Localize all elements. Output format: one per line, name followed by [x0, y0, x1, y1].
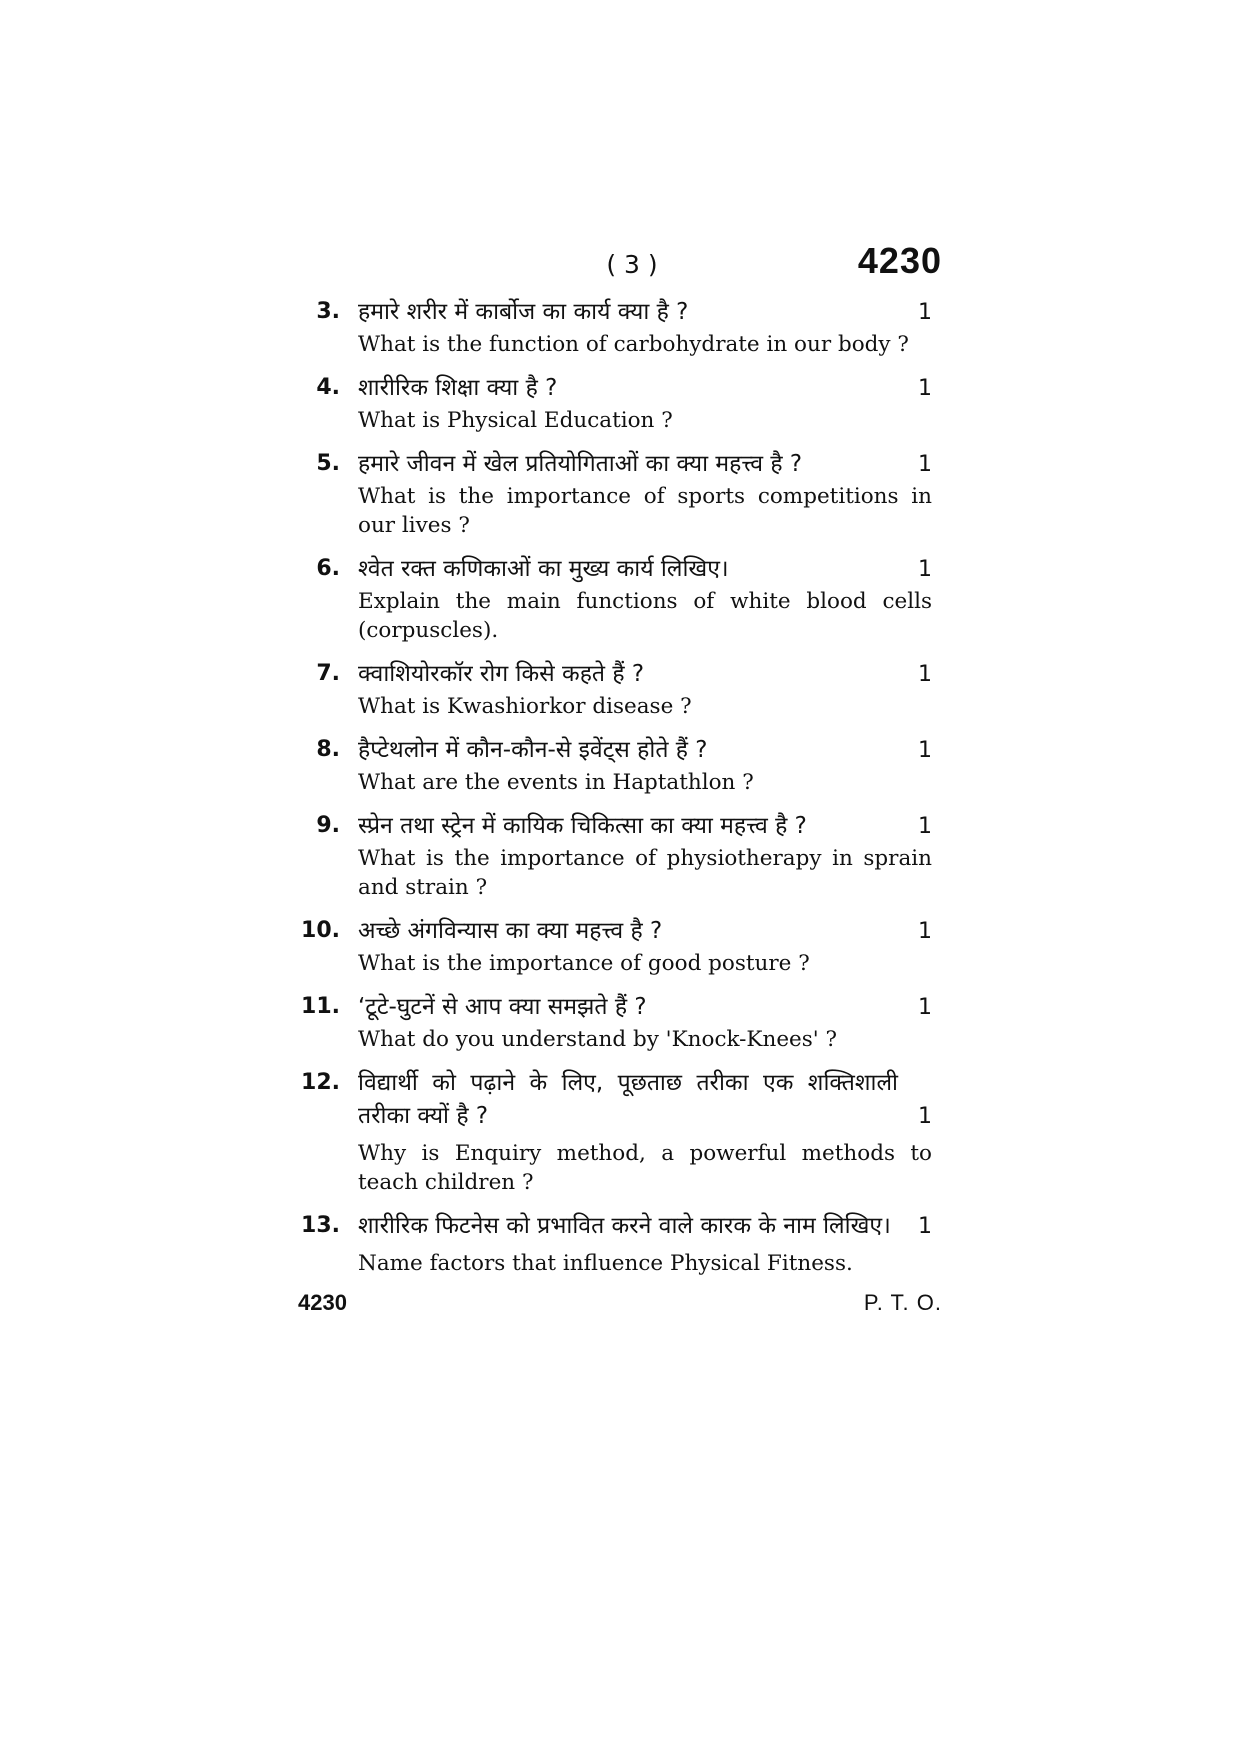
question-5: [292, 448, 942, 540]
question-text-hindi: ‘टूटे-घुटनें से आप क्या समझते हैं ?: [358, 994, 647, 1020]
question-text-hindi: शारीरिक फिटनेस को प्रभावित करने वाले कारक के नाम लिखिए।: [358, 1213, 891, 1239]
question-text-hindi: हमारे जीवन में खेल प्रतियोगिताओं का क्या महत्त्व है ?: [358, 451, 803, 477]
question-text-english: What is Physical Education ?: [358, 408, 673, 433]
question-marks: 1: [918, 814, 932, 839]
question-number: 7.: [316, 661, 340, 686]
question-text-english: What is the importance of good posture ?: [358, 951, 810, 976]
question-marks: 1: [918, 376, 932, 401]
question-text-hindi: हमारे शरीर में कार्बोज का कार्य क्या है ?: [358, 299, 689, 325]
question-marks: 1: [918, 662, 932, 687]
pto-label: P. T. O.: [863, 1290, 942, 1315]
question-text-english: What is Kwashiorkor disease ?: [358, 694, 692, 719]
question-text-hindi: शारीरिक शिक्षा क्या है ?: [358, 375, 558, 401]
question-marks: 1: [918, 1104, 932, 1129]
question-marks: 1: [918, 452, 932, 477]
question-text-english: Explain the main functions of white blood cells (corpuscles).: [358, 589, 932, 643]
question-number: 5.: [316, 451, 340, 476]
question-text-hindi: स्प्रेन तथा स्ट्रेन में कायिक चिकित्सा का क्या महत्त्व है ?: [358, 813, 807, 839]
question-marks: 1: [918, 919, 932, 944]
question-text-english: Name factors that influence Physical Fitness.: [358, 1251, 853, 1276]
question-text-hindi: अच्छे अंगविन्यास का क्या महत्त्व है ?: [358, 918, 663, 944]
question-9: [292, 810, 942, 902]
question-marks: 1: [918, 738, 932, 763]
question-text-english: What is the function of carbohydrate in our body ?: [358, 332, 909, 357]
paper-code-footer: 4230: [298, 1290, 347, 1315]
question-13: [292, 1210, 942, 1278]
question-text-english: What is the importance of sports competitions in our lives ?: [358, 484, 932, 538]
question-number: 9.: [316, 813, 340, 838]
question-number: 8.: [316, 737, 340, 762]
question-7: [292, 658, 942, 721]
question-marks: 1: [918, 1214, 932, 1239]
question-10: [292, 915, 942, 978]
question-text-hindi: हैप्टेथलोन में कौन-कौन-से इवेंट्स होते हैं ?: [358, 737, 708, 763]
question-11: [292, 991, 942, 1054]
question-text-english: Why is Enquiry method, a powerful methods to teach children ?: [358, 1141, 932, 1195]
question-number: 12.: [301, 1070, 340, 1095]
question-list: [292, 296, 942, 1291]
question-number: 11.: [301, 994, 340, 1019]
question-text-english: What is the importance of physiotherapy in sprain and strain ?: [358, 846, 932, 900]
question-text-hindi: श्वेत रक्त कणिकाओं का मुख्य कार्य लिखिए।: [358, 556, 729, 582]
question-text-hindi: क्वाशियोरकॉर रोग किसे कहते हैं ?: [358, 661, 645, 687]
question-marks: 1: [918, 300, 932, 325]
question-4: [292, 372, 942, 435]
question-text-hindi: विद्यार्थी को पढ़ाने के लिए, पूछताछ तरीका एक शक्तिशाली तरीका क्यों है ?: [358, 1070, 898, 1129]
question-number: 10.: [301, 918, 340, 943]
question-number: 4.: [316, 375, 340, 400]
question-number: 13.: [301, 1213, 340, 1238]
question-text-english: What do you understand by 'Knock-Knees' ?: [358, 1027, 838, 1052]
question-number: 3.: [316, 299, 340, 324]
question-6: [292, 553, 942, 645]
question-number: 6.: [316, 556, 340, 581]
question-12: [292, 1067, 942, 1197]
page-number: ( 3 ): [606, 250, 658, 279]
question-8: [292, 734, 942, 797]
question-marks: 1: [918, 995, 932, 1020]
question-3: [292, 296, 942, 359]
paper-code-header: 4230: [857, 240, 942, 281]
question-text-english: What are the events in Haptathlon ?: [358, 770, 754, 795]
question-marks: 1: [918, 557, 932, 582]
